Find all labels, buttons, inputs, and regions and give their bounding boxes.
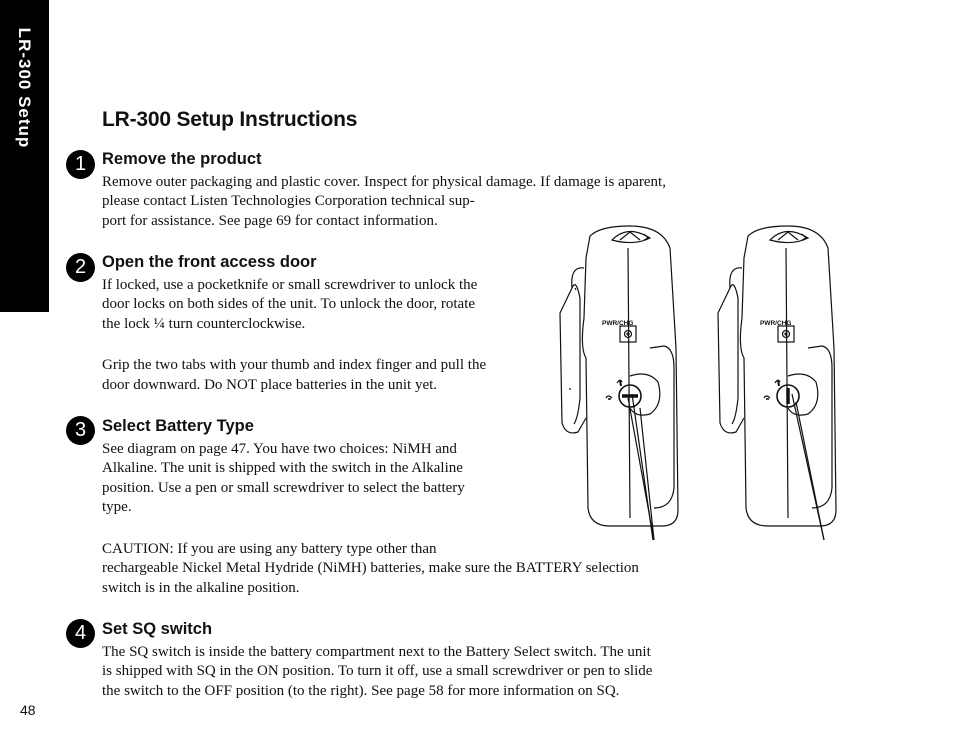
step-1-line: port for assistance. See page 69 for contact information. — [102, 213, 438, 229]
step-3-line: type. — [102, 499, 132, 515]
page-number: 48 — [20, 702, 36, 718]
step-3-line: position. Use a pen or small screwdriver to select the battery — [102, 480, 465, 496]
step-4-line: is shipped with SQ in the ON position. To turn it off, use a small screwdriver or pen to slide — [102, 663, 653, 679]
step-2-line: door downward. Do NOT place batteries in the unit yet. — [102, 377, 438, 393]
receiver-unit-right — [718, 226, 836, 540]
step-2-line: If locked, use a pocketknife or small screwdriver to unlock the — [102, 277, 478, 293]
receiver-unit-left — [560, 226, 678, 540]
step-3-line: switch is in the alkaline position. — [102, 580, 300, 596]
step-4-title: Set SQ switch — [102, 620, 213, 638]
step-3-number: 3 — [66, 416, 95, 445]
step-2-line: Grip the two tabs with your thumb and index finger and pull the — [102, 357, 487, 373]
step-4-line: The SQ switch is inside the battery compartment next to the Battery Select switch. The unit — [102, 644, 651, 660]
step-3-line: rechargeable Nickel Metal Hydride (NiMH) batteries, make sure the BATTERY selection — [102, 560, 639, 576]
step-4-number: 4 — [66, 619, 95, 648]
step-1-line: Remove outer packaging and plastic cover. Inspect for physical damage. If damage is aparent, — [102, 174, 666, 190]
step-3-line: See diagram on page 47. You have two choices: NiMH and — [102, 441, 457, 457]
receiver-door-lock-diagram — [550, 218, 850, 546]
step-3-line: CAUTION: If you are using any battery type other than — [102, 541, 437, 557]
page-title: LR-300 Setup Instructions — [102, 108, 358, 131]
pwr-chg-label-left: PWR/CHG — [602, 320, 634, 327]
section-side-tab — [0, 0, 49, 312]
side-tab-label: LR-300 Setup — [15, 27, 34, 149]
step-1-number: 1 — [66, 150, 95, 179]
step-1-line: please contact Listen Technologies Corporation technical sup- — [102, 193, 475, 209]
pwr-chg-label-right: PWR/CHG — [760, 320, 792, 327]
step-2-line: door locks on both sides of the unit. To unlock the door, rotate — [102, 296, 476, 312]
step-2-number: 2 — [66, 253, 95, 282]
step-2-line: the lock ¼ turn counterclockwise. — [102, 316, 306, 332]
step-3-title: Select Battery Type — [102, 417, 254, 435]
step-2-title: Open the front access door — [102, 253, 317, 271]
step-1-title: Remove the product — [102, 150, 262, 168]
step-3-line: Alkaline. The unit is shipped with the switch in the Alkaline — [102, 460, 463, 476]
step-4-line: the switch to the OFF position (to the right). See page 58 for more information on SQ. — [102, 683, 620, 699]
